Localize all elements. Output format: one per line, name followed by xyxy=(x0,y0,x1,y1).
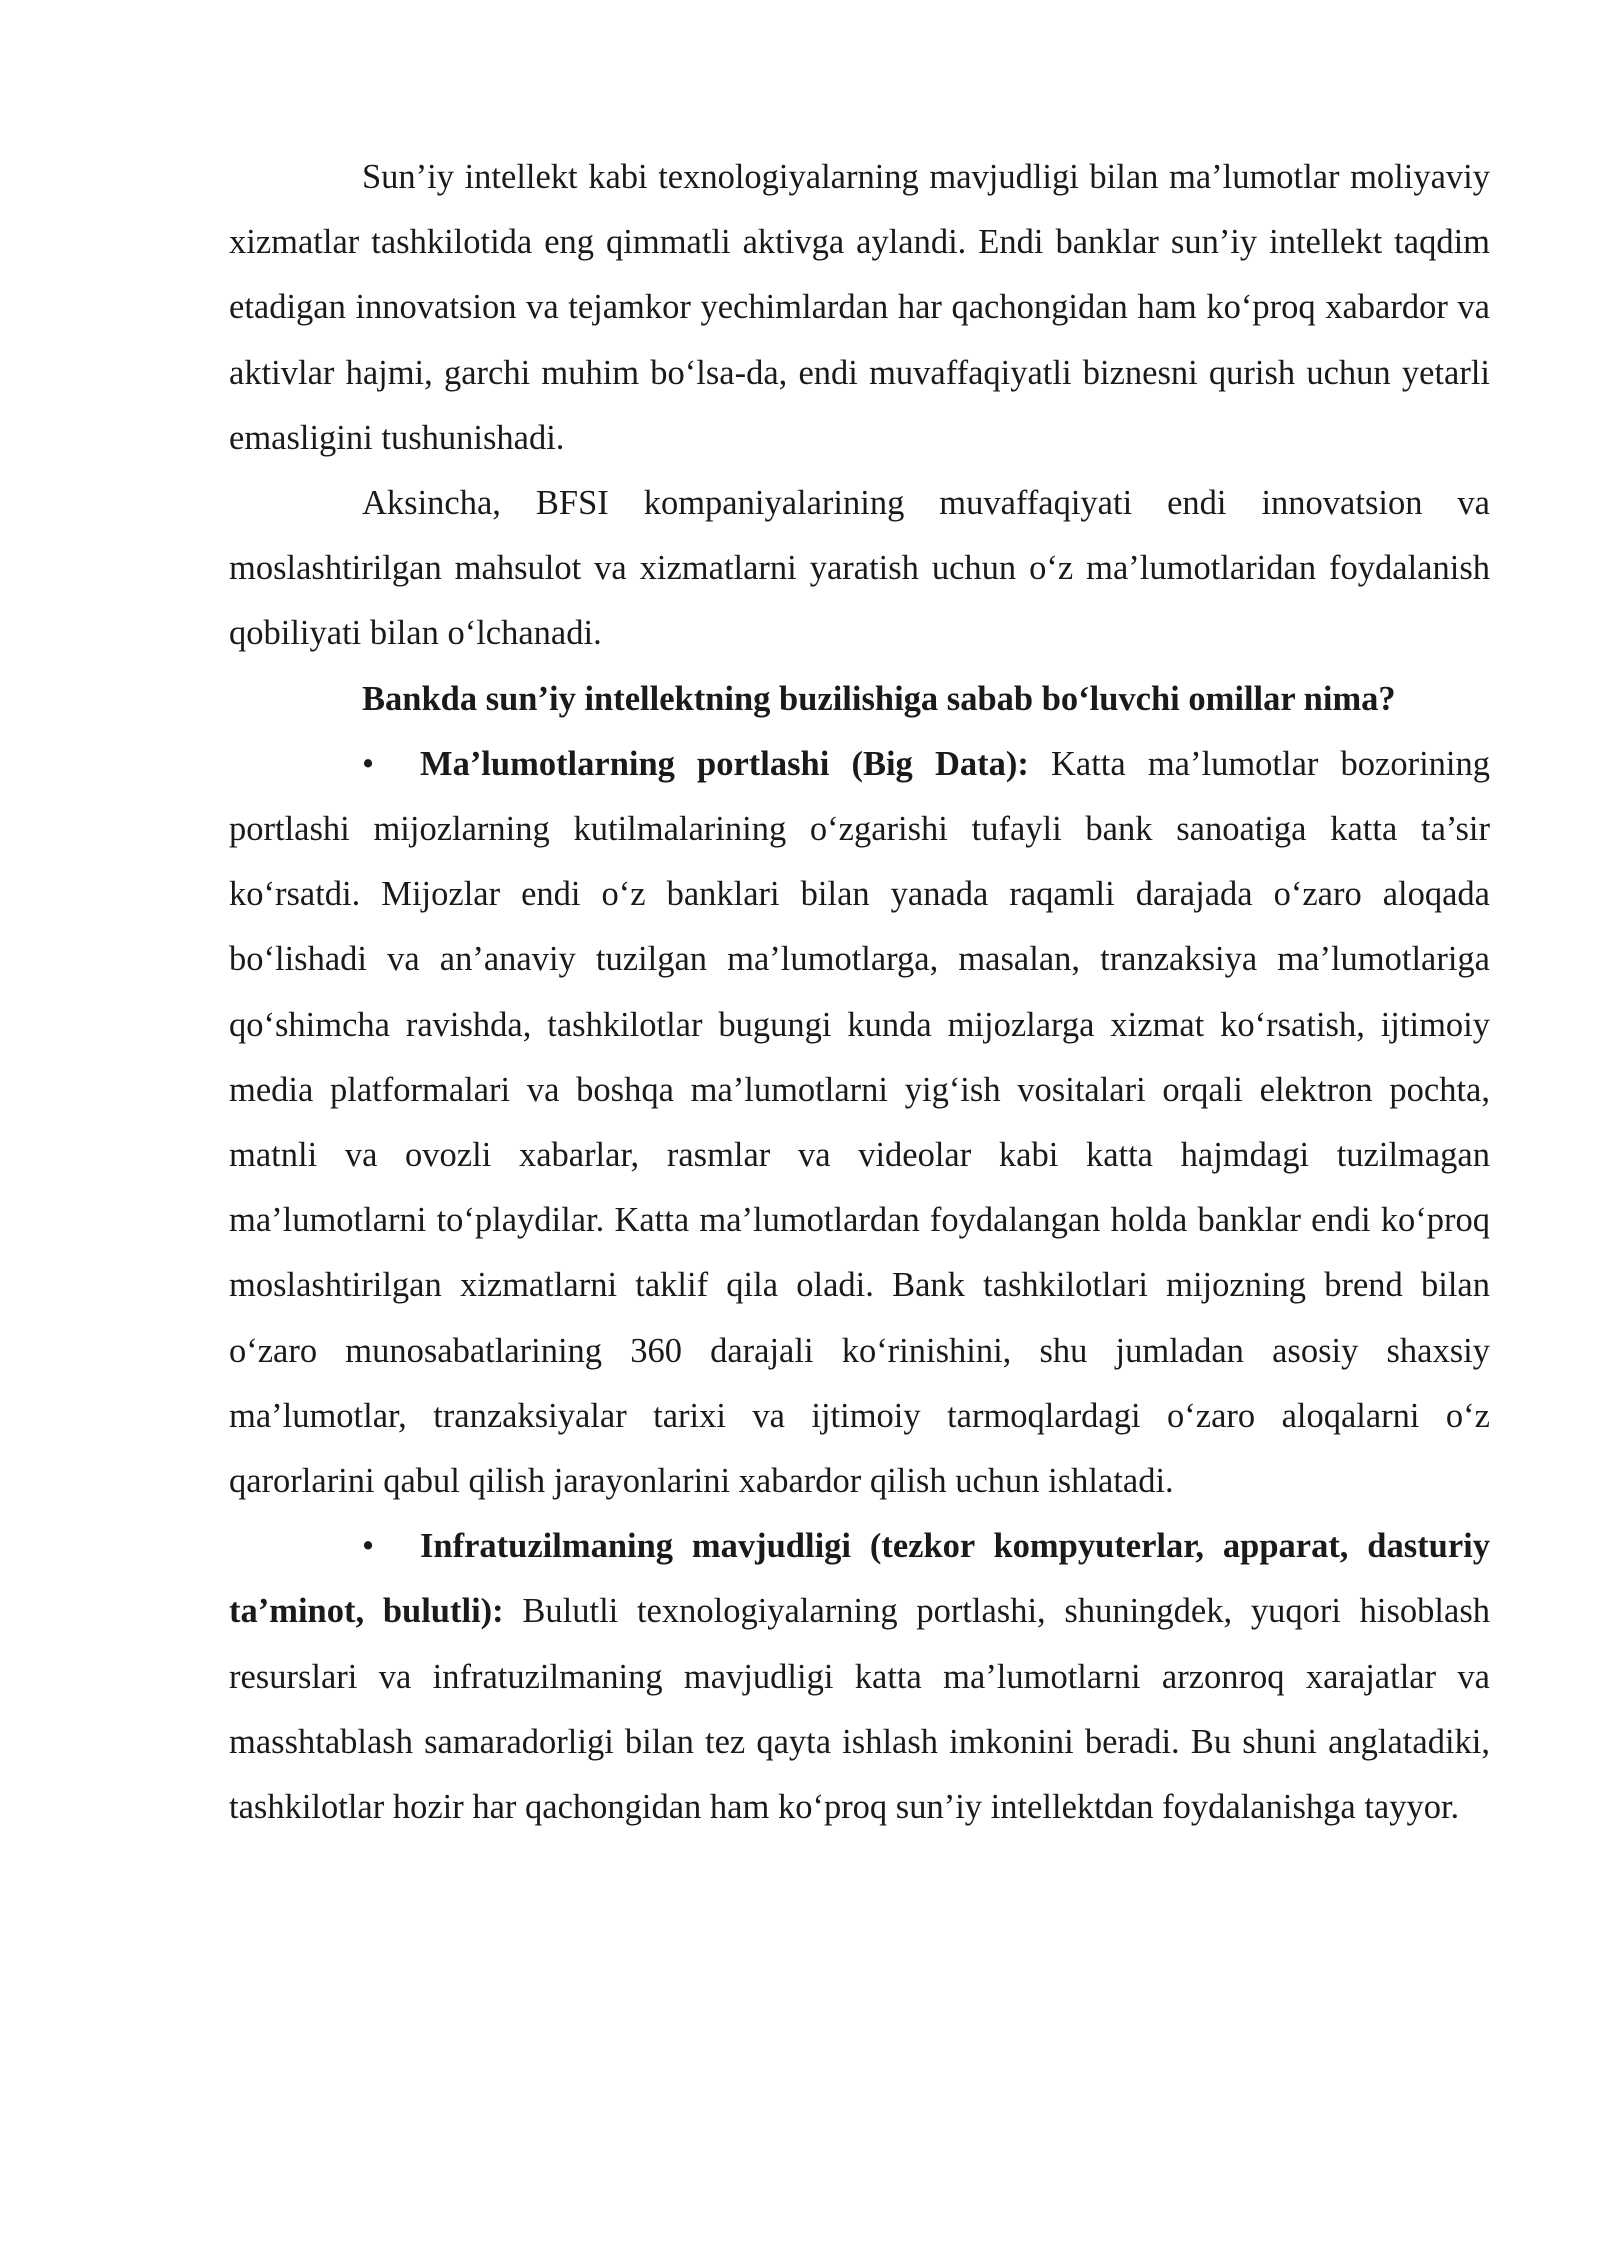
bullet-text: Bulutli texnologiyalarning portlashi, shuningdek, yuqori hisoblash resurslari va infratuzilmaning mavjudligi katta ma’lumotlarni arzonroq xarajatlar va masshtablash samaradorligi bilan tez qayta ishlash imkonini beradi. Bu shuni anglatadiki, tashkilotlar hozir har qachongidan ham ko‘proq sun’iy intellektdan foydalanishga tayyor. xyxy=(229,1592,1491,1827)
bullet-text: Katta ma’lumotlar bozorining portlashi mijozlarning kutilmalarining o‘zgarishi tufayli bank sanoatiga katta ta’sir ko‘rsatdi. Mijozlar endi o‘z banklari bilan yanada raqamli darajada o‘zaro aloqada bo‘lishadi va an’anaviy tuzilgan ma’lumotlarga, masalan, tranzaksiya ma’lumotlariga qo‘shimcha ravishda, tashkilotlar bugungi kunda mijozlarga xizmat ko‘rsatish, ijtimoiy media platformalari va boshqa ma’lumotlarni yig‘ish vositalari orqali elektron pochta, matnli va ovozli xabarlar, rasmlar va videolar kabi katta hajmdagi tuzilmagan ma’lumotlarni to‘playdilar. Katta ma’lumotlardan foydalangan holda banklar endi ko‘proq moslashtirilgan xizmatlarni taklif qila oladi. Bank tashkilotlari mijozning brend bilan o‘zaro munosabatlarining 360 darajali ko‘rinishini, shu jumladan asosiy shaxsiy ma’lumotlar, tranzaksiyalar tarixi va ijtimoiy tarmoqlardagi o‘zaro aloqalarni o‘z qarorlarini qabul qilish jarayonlarini xabardor qilish uchun ishlatadi. xyxy=(229,744,1490,1501)
bullet-title: Infratuzilmaning mavjudligi (tezkor kompyuterlar, apparat, dasturiy ta’minot, bulutli): xyxy=(229,1527,1490,1631)
section-heading: Bankda sun’iy intellektning buzilishiga sabab bo‘luvchi omillar nima? xyxy=(362,679,1396,718)
bullet-item-big-data xyxy=(229,732,1490,1514)
paragraph-bfsi: Aksincha, BFSI kompaniyalarining muvaffaqiyati endi innovatsion va moslashtirilgan mahsulot va xizmatlarni yaratish uchun o‘z ma’lumotlaridan foydalanish qobiliyati bilan o‘lchanadi. xyxy=(229,484,1490,653)
bullet-icon: • xyxy=(362,1527,375,1566)
document-page xyxy=(229,145,1490,1840)
bullet-icon: • xyxy=(362,744,375,783)
bullet-item-infrastructure xyxy=(229,1514,1490,1840)
paragraph-intro: Sun’iy intellekt kabi texnologiyalarning mavjudligi bilan ma’lumotlar moliyaviy xizmatlar tashkilotida eng qimmatli aktivga aylandi. Endi banklar sun’iy intellekt taqdim etadigan innovatsion va tejamkor yechimlardan har qachongidan ham ko‘proq xabardor va aktivlar hajmi, garchi muhim bo‘lsa-da, endi muvaffaqiyatli biznesni qurish uchun yetarli emasligini tushunishadi. xyxy=(229,158,1490,457)
bullet-title: Ma’lumotlarning portlashi (Big Data): xyxy=(420,744,1029,783)
